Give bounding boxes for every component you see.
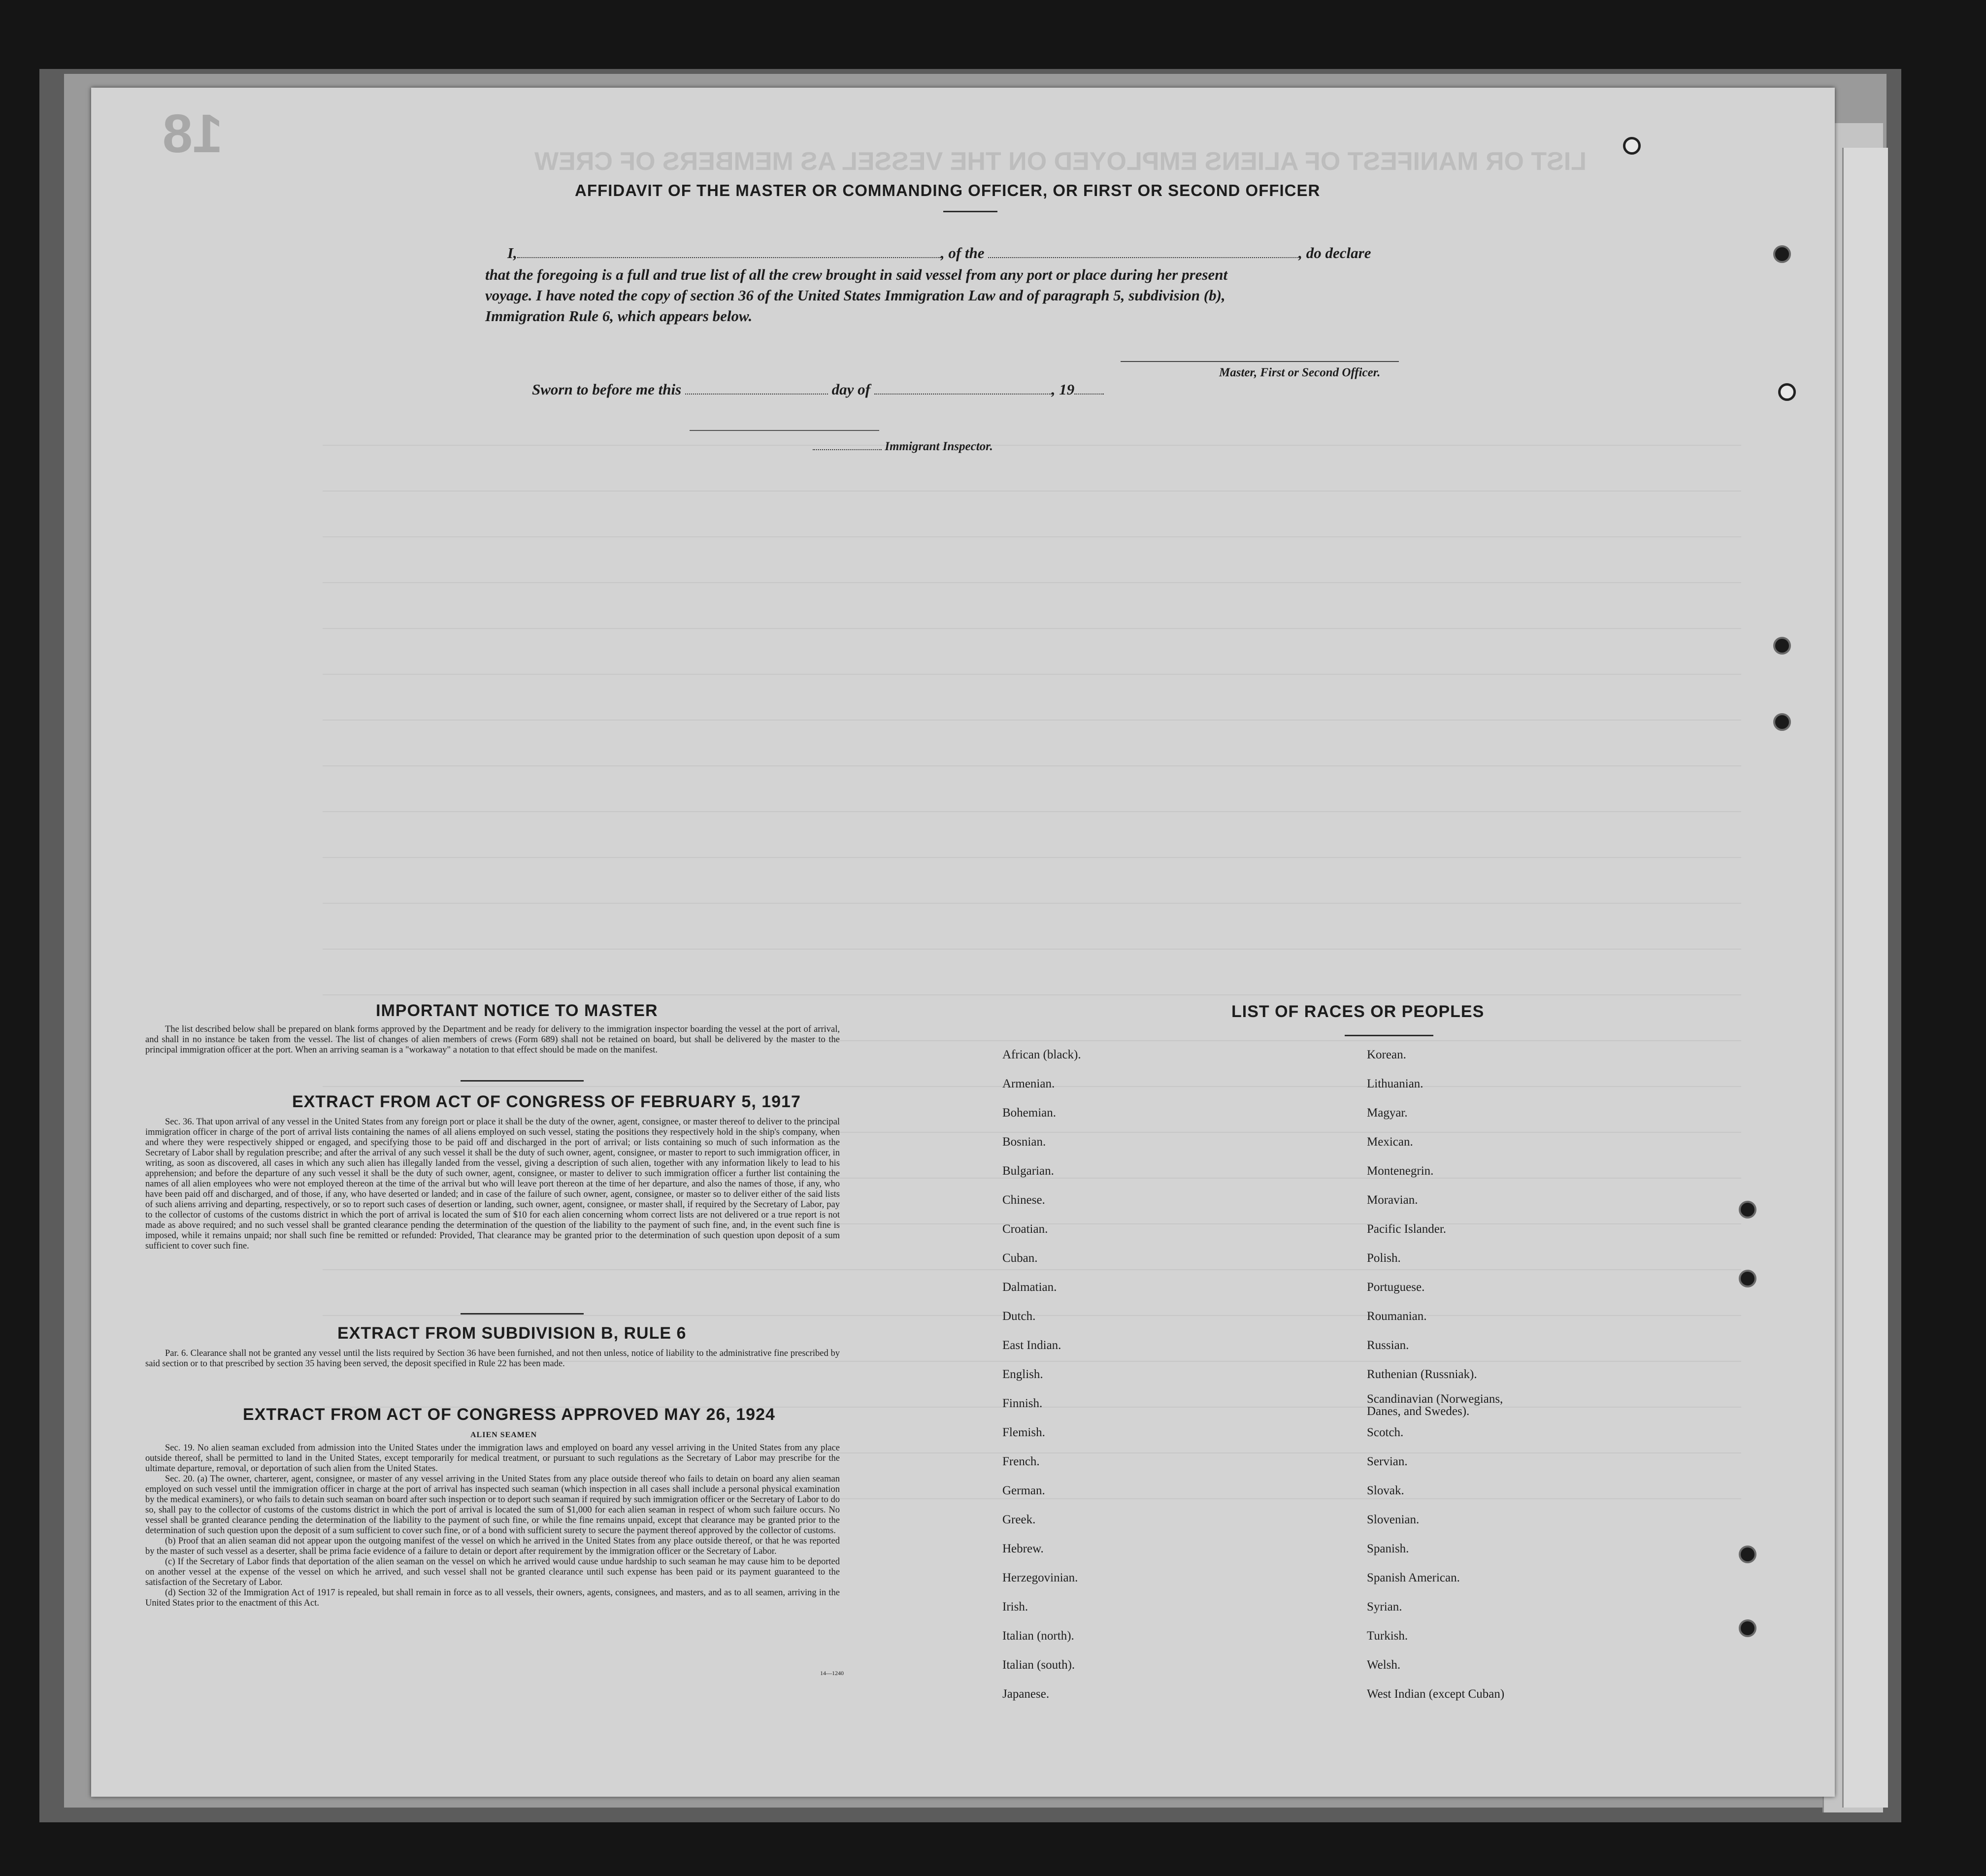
punch-hole-right bbox=[1773, 713, 1791, 731]
race-entry: French. bbox=[1002, 1455, 1040, 1468]
race-entry: Flemish. bbox=[1002, 1426, 1045, 1439]
show-through-title: LIST OR MANIFEST OF ALIENS EMPLOYED ON THE VESSEL AS MEMBERS OF CREW bbox=[534, 147, 1587, 176]
punch-hole-right bbox=[1773, 637, 1791, 655]
show-through-row bbox=[323, 628, 1741, 629]
race-entry: Italian (south). bbox=[1002, 1658, 1075, 1672]
show-through-row bbox=[323, 1269, 1741, 1270]
race-entry: Syrian. bbox=[1367, 1600, 1402, 1613]
punch-hole-right bbox=[1739, 1201, 1756, 1218]
show-through-row bbox=[323, 445, 1741, 446]
sec-20a-text: Sec. 20. (a) The owner, charterer, agent, consignee, or master of any vessel arriving in the United States from any place outside thereof who fails to detain on board any alien seaman employed on such vessel until the immigration officer in charge at the port of arrival has inspected such seaman (which inspection in all cases shall include a personal physical examination by the medical examiners), or who fails to detain such seaman on board after such inspection or to deport such seaman if required by such immigration officer or the Secretary of Labor to do so, shall pay to the collector of customs of the customs district in which the port of arrival is located the sum of $1,000 for each alien seaman in respect of whom such failure occurs. No vessel shall be granted clearance pending the determination of the liability to the payment of such fine, or while the fine remains unpaid, except that clearance may be granted prior to the determination of such question upon the deposit of a sum sufficient to cover such fine, or of a bond with sufficient surety to secure the payment thereof approved by the collector of customs. bbox=[145, 1474, 840, 1536]
show-through-row bbox=[323, 674, 1741, 675]
race-entry: Bulgarian. bbox=[1002, 1164, 1054, 1178]
rule-6-text: Par. 6. Clearance shall not be granted any vessel until the lists required by Section 36 have been furnished, and not then unless, notice of liability to the administrative fine prescribed by said section or to that prescribed by section 35 having been served, the deposit specified in Rule 22 has been made. bbox=[145, 1349, 840, 1369]
notice-text: The list described below shall be prepared on blank forms approved by the Department and be ready for delivery to the immigration inspector boarding the vessel at the port of arrival, and shall in no instance be taken from the vessel. The list of changes of alien members of crews (Form 689) shall not be retained on board, but shall be delivered by the master to the principal immigration officer at the port. When an arriving seaman is a "workaway" a notation to that effect should be made on the manifest. bbox=[145, 1024, 840, 1055]
race-entry: Slovenian. bbox=[1367, 1513, 1420, 1526]
back-page-edge-2 bbox=[1842, 148, 1888, 1808]
inspector-line: Immigrant Inspector. bbox=[813, 440, 993, 454]
show-through-row bbox=[323, 949, 1741, 950]
race-entry: Pacific Islander. bbox=[1367, 1222, 1447, 1236]
signature-line bbox=[1121, 361, 1399, 362]
race-entry: Chinese. bbox=[1002, 1193, 1045, 1207]
race-entry: Bosnian. bbox=[1002, 1135, 1046, 1149]
race-entry: Scandinavian (Norwegians, Danes, and Swedes). bbox=[1367, 1392, 1503, 1418]
race-entry: Welsh. bbox=[1367, 1658, 1401, 1672]
show-through-row bbox=[323, 491, 1741, 492]
race-entry: Croatian. bbox=[1002, 1222, 1048, 1236]
manifest-reverse-page bbox=[91, 88, 1835, 1797]
sec-20b-text: (b) Proof that an alien seaman did not appear upon the outgoing manifest of the vessel on which he arrived in the United States from any place outside thereof, or that he was reported by the master of such vessel as a deserter, shall be prima facie evidence of a failure to detain or deport after requirement by the immigration officer or the Secretary of Labor. bbox=[145, 1536, 840, 1556]
sec-20c-text: (c) If the Secretary of Labor finds that deportation of the alien seaman on the vessel on which he arrived would cause undue hardship to such seaman he may cause him to be deported on another vessel at the expense of the vessel on which he arrived, and such vessel shall not be granted clearance until such expense has been paid or its payment guaranteed to the satisfaction of the Secretary of Labor. bbox=[145, 1557, 840, 1587]
extract-1924-text bbox=[145, 1443, 840, 1609]
race-entry: Slovak. bbox=[1367, 1484, 1404, 1497]
show-through-row bbox=[323, 765, 1741, 766]
affidavit-line-3: voyage. I have noted the copy of section 36 of the United States Immigration Law and of paragraph 5, subdivision (b), bbox=[485, 287, 1225, 304]
race-entry: Moravian. bbox=[1367, 1193, 1418, 1207]
race-entry: Greek. bbox=[1002, 1513, 1036, 1526]
extract-1917-heading: EXTRACT FROM ACT OF CONGRESS OF FEBRUARY 5, 1917 bbox=[292, 1092, 801, 1111]
race-entry: East Indian. bbox=[1002, 1339, 1061, 1352]
race-entry: German. bbox=[1002, 1484, 1045, 1497]
notice-divider bbox=[461, 1080, 584, 1082]
alien-seamen-subheading: ALIEN SEAMEN bbox=[470, 1431, 537, 1439]
race-entry: Ruthenian (Russniak). bbox=[1367, 1368, 1477, 1381]
race-entry: Herzegovinian. bbox=[1002, 1571, 1078, 1584]
race-entry: Scotch. bbox=[1367, 1426, 1404, 1439]
race-entry: Hebrew. bbox=[1002, 1542, 1044, 1555]
race-entry: Irish. bbox=[1002, 1600, 1028, 1613]
show-through-row bbox=[323, 811, 1741, 812]
race-entry: Dutch. bbox=[1002, 1310, 1036, 1323]
punch-hole-right bbox=[1739, 1546, 1756, 1563]
show-through-row bbox=[323, 994, 1741, 995]
show-through-page-mark: 18 bbox=[163, 103, 223, 164]
sec-20d-text: (d) Section 32 of the Immigration Act of 1917 is repealed, but shall remain in force as to all vessels, their owners, agents, consignees, and masters, and as to all seamen, arriving in the United States prior to the enactment of this Act. bbox=[145, 1588, 840, 1608]
race-entry: Portuguese. bbox=[1367, 1281, 1425, 1294]
signature-label: Master, First or Second Officer. bbox=[1219, 366, 1381, 379]
race-entry: Spanish American. bbox=[1367, 1571, 1460, 1584]
race-entry: Russian. bbox=[1367, 1339, 1409, 1352]
race-entry: Polish. bbox=[1367, 1251, 1401, 1265]
race-entry: English. bbox=[1002, 1368, 1043, 1381]
extract-1917-text: Sec. 36. That upon arrival of any vessel in the United States from any foreign port or place it shall be the duty of the owner, agent, consignee, or master thereof to deliver to the principal immigration officer in charge of the port of arrival lists containing the names of all aliens employed on such vessel, stating the positions they respectively hold in the ship's company, when and where they were respectively shipped or engaged, and specifying those to be paid off and discharged in the port of arrival; or lists containing so much of such information as the Secretary of Labor shall by regulation prescribe; and after the arrival of any such vessel it shall be the duty of such owner, agent, consignee, or master to report to such immigration officer, in writing, as soon as discovered, all cases in which any such alien has illegally landed from the vessel, giving a description of such alien, together with any information likely to lead to his apprehension; and before the departure of any such vessel it shall be the duty of such owner, agent, consignee, or master to deliver to such immigration officer a further list containing the names of all alien employees who were not employed thereon at the time of the arrival but who will leave port thereon at the time of her departure, and also the names of those, if any, who have been paid off and discharged, and of those, if any, who have deserted or landed; and in case of the failure of such owner, agent, consignee, or master so to deliver either of the said lists of such aliens arriving and departing, respectively, or so to report such cases of desertion or landing, such owner, agent, consignee, or master shall, if required by the Secretary of Labor, pay to the collector of customs of the customs district in which the port of arrival is located the sum of $10 for each alien concerning whom correct lists are not delivered or a true report is not made as above required; and no such vessel shall be granted clearance pending the determination of the question of the liability to the payment of such fine, and, in the event such fine is imposed, while it remains unpaid; nor shall such fine be remitted or refunded: Provided, That clearance may be granted prior to the determination of such question upon deposit of a sum sufficient to cover such fine. bbox=[145, 1117, 840, 1251]
notice-heading: IMPORTANT NOTICE TO MASTER bbox=[376, 1001, 658, 1020]
race-entry: Magyar. bbox=[1367, 1106, 1408, 1119]
punch-hole-right bbox=[1773, 245, 1791, 263]
races-heading: LIST OF RACES OR PEOPLES bbox=[1231, 1002, 1485, 1021]
race-entry: Mexican. bbox=[1367, 1135, 1413, 1149]
race-entry: West Indian (except Cuban) bbox=[1367, 1687, 1505, 1701]
race-entry: Lithuanian. bbox=[1367, 1077, 1423, 1090]
race-entry: Italian (north). bbox=[1002, 1629, 1074, 1643]
race-entry: Japanese. bbox=[1002, 1687, 1050, 1701]
race-entry: African (black). bbox=[1002, 1048, 1081, 1061]
race-entry: Cuban. bbox=[1002, 1251, 1038, 1265]
punch-hole-right bbox=[1739, 1619, 1756, 1637]
race-entry: Servian. bbox=[1367, 1455, 1408, 1468]
race-entry: Turkish. bbox=[1367, 1629, 1408, 1643]
race-entry: Finnish. bbox=[1002, 1397, 1043, 1410]
race-entry: Spanish. bbox=[1367, 1542, 1409, 1555]
show-through-row bbox=[323, 857, 1741, 858]
race-entry: Montenegrin. bbox=[1367, 1164, 1434, 1178]
race-entry: Dalmatian. bbox=[1002, 1281, 1057, 1294]
race-entry: Armenian. bbox=[1002, 1077, 1055, 1090]
show-through-row bbox=[323, 720, 1741, 721]
affidavit-line-2: that the foregoing is a full and true list of all the crew brought in said vessel from any port or place during her present bbox=[485, 266, 1228, 283]
punch-hole-right bbox=[1778, 383, 1796, 401]
inspector-signature-line bbox=[690, 430, 879, 431]
race-entry: Roumanian. bbox=[1367, 1310, 1427, 1323]
show-through-row bbox=[323, 903, 1741, 904]
affidavit-declaration-line: I, , of the , do declare bbox=[507, 244, 1371, 262]
sec-19-text: Sec. 19. No alien seaman excluded from admission into the United States under the immigration laws and employed on board any vessel arriving in the United States from any place outside thereof, shall be permitted to land in the United States, except temporarily for medical treatment, or pursuant to such regulations as the Secretary of Labor may prescribe for the ultimate departure, removal, or deportation of such alien from the United States. bbox=[145, 1443, 840, 1474]
affidavit-line-4: Immigration Rule 6, which appears below. bbox=[485, 307, 753, 325]
race-entry: Korean. bbox=[1367, 1048, 1406, 1061]
races-rule bbox=[1345, 1035, 1433, 1036]
extract-1924-heading: EXTRACT FROM ACT OF CONGRESS APPROVED MAY 26, 1924 bbox=[243, 1405, 775, 1424]
affidavit-rule bbox=[943, 211, 997, 212]
extract-1917-divider bbox=[461, 1313, 584, 1315]
sworn-line: Sworn to before me this day of , 19 bbox=[532, 381, 1104, 398]
punch-hole-right bbox=[1623, 137, 1641, 155]
form-number: 14—1240 bbox=[820, 1670, 844, 1677]
race-entry: Bohemian. bbox=[1002, 1106, 1057, 1119]
show-through-row bbox=[323, 536, 1741, 537]
rule-6-heading: EXTRACT FROM SUBDIVISION B, RULE 6 bbox=[337, 1324, 687, 1343]
punch-hole-right bbox=[1739, 1270, 1756, 1287]
show-through-row bbox=[323, 582, 1741, 583]
affidavit-heading: AFFIDAVIT OF THE MASTER OR COMMANDING OFFICER, OR FIRST OR SECOND OFFICER bbox=[575, 181, 1321, 199]
